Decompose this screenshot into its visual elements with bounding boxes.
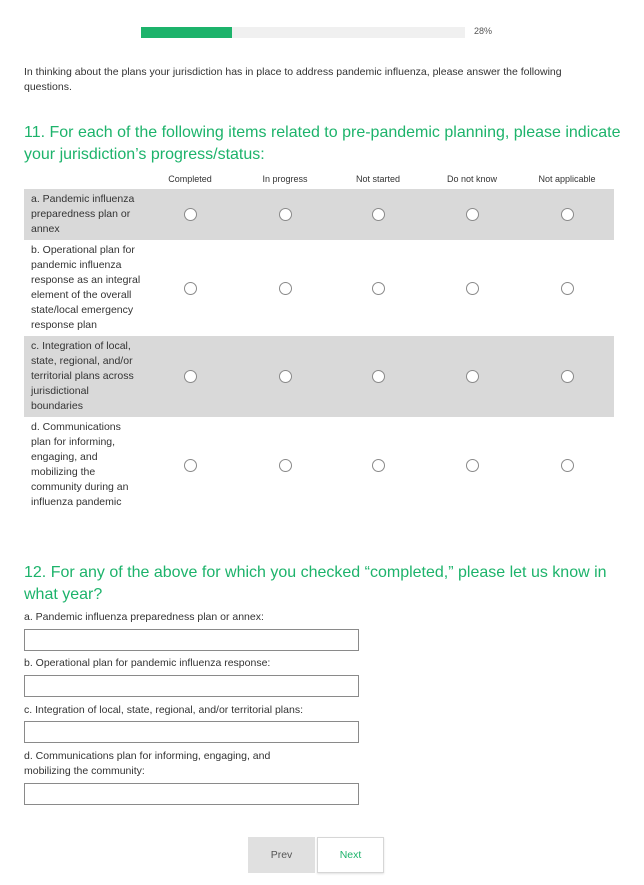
matrix-row-b <box>24 240 614 336</box>
year-input-d[interactable] <box>24 783 359 805</box>
radio-c-completed[interactable] <box>184 370 197 383</box>
radio-a-do-not-know[interactable] <box>466 208 479 221</box>
radio-d-in-progress[interactable] <box>279 459 292 472</box>
progress-bar <box>141 27 465 38</box>
column-header-completed: Completed <box>168 174 212 184</box>
matrix-header <box>24 172 614 189</box>
radio-a-completed[interactable] <box>184 208 197 221</box>
radio-b-do-not-know[interactable] <box>466 282 479 295</box>
field-label-c: c. Integration of local, state, regional, and/or territorial plans: <box>24 704 303 716</box>
matrix-row-label: d. Communications plan for informing, engaging, and mobilizing the community during an influenza pandemic <box>31 421 129 508</box>
matrix-row-label: b. Operational plan for pandemic influenza response as an integral element of the overall state/local emergency response plan <box>31 244 141 331</box>
prev-button[interactable]: Prev <box>248 837 315 873</box>
radio-c-in-progress[interactable] <box>279 370 292 383</box>
matrix-row-label: c. Integration of local, state, regional, and/or territorial plans across jurisdictional boundaries <box>31 340 134 412</box>
radio-a-not-started[interactable] <box>372 208 385 221</box>
matrix-row-d <box>24 417 614 513</box>
question-11-matrix <box>24 172 614 513</box>
progress-bar-fill <box>141 27 232 38</box>
progress-percent: 28% <box>474 26 493 36</box>
radio-d-not-applicable[interactable] <box>561 459 574 472</box>
radio-a-not-applicable[interactable] <box>561 208 574 221</box>
column-header-in-progress: In progress <box>262 174 308 184</box>
field-label-b: b. Operational plan for pandemic influenza response: <box>24 657 271 669</box>
field-label-a: a. Pandemic influenza preparedness plan or annex: <box>24 611 264 623</box>
column-header-not-started: Not started <box>355 174 401 184</box>
radio-c-do-not-know[interactable] <box>466 370 479 383</box>
field-label-d: d. Communications plan for informing, engaging, and mobilizing the community: <box>24 750 271 777</box>
radio-b-not-started[interactable] <box>372 282 385 295</box>
year-input-a[interactable] <box>24 629 359 651</box>
radio-b-completed[interactable] <box>184 282 197 295</box>
column-header-do-not-know: Do not know <box>446 174 498 184</box>
question-12-title: 12. For any of the above for which you checked “completed,” please let us know in what year? <box>24 564 607 603</box>
question-11-title: 11. For each of the following items related to pre-pandemic planning, please indicate your jurisdiction’s progress/status: <box>24 124 621 163</box>
year-input-c[interactable] <box>24 721 359 743</box>
year-input-b[interactable] <box>24 675 359 697</box>
matrix-row-c <box>24 336 614 417</box>
radio-c-not-applicable[interactable] <box>561 370 574 383</box>
radio-d-do-not-know[interactable] <box>466 459 479 472</box>
radio-c-not-started[interactable] <box>372 370 385 383</box>
intro-text: In thinking about the plans your jurisdiction has in place to address pandemic influenza, please answer the following questions. <box>24 66 562 93</box>
radio-a-in-progress[interactable] <box>279 208 292 221</box>
column-header-not-applicable: Not applicable <box>538 174 596 184</box>
matrix-row-a <box>24 189 614 240</box>
next-button[interactable]: Next <box>317 837 384 873</box>
matrix-row-label: a. Pandemic influenza preparedness plan or annex <box>31 193 135 235</box>
radio-d-not-started[interactable] <box>372 459 385 472</box>
radio-b-in-progress[interactable] <box>279 282 292 295</box>
radio-b-not-applicable[interactable] <box>561 282 574 295</box>
radio-d-completed[interactable] <box>184 459 197 472</box>
